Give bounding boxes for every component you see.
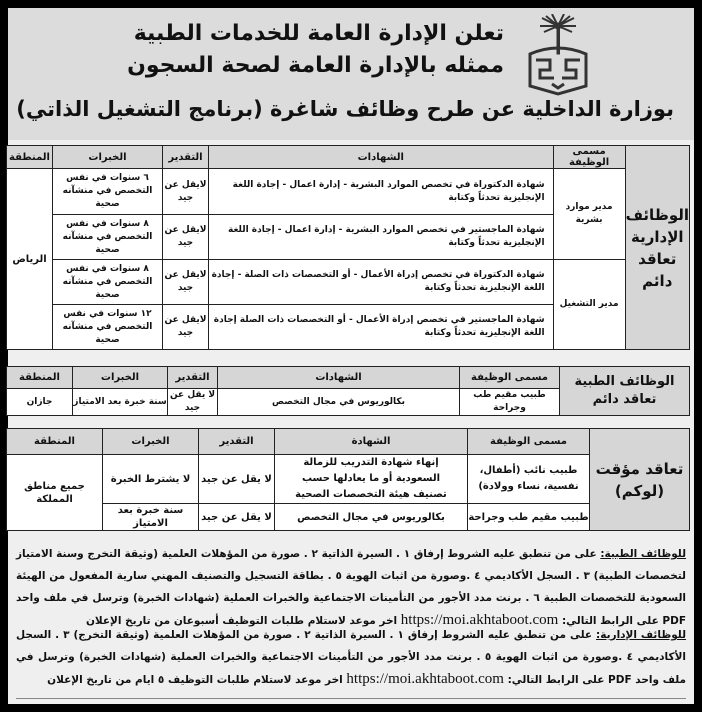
header-title-line3: بوزارة الداخلية عن طرح وظائف شاغرة (برنامج التشغيل الذاتي): [16, 97, 674, 121]
medical-notes-body: على من تنطبق عليه الشروط إرفاق ١ . السيرة الذاتية ٢ . صورة من المؤهلات العلمية (وثيقة التخرج وسنة الامتياز لتخصصات الطبية) ٣ . السجل الأكاديمي ٤ .وصورة من اثبات الهوية ٥ . بطاقة التسجيل والتصنيف المهني سارية المفعول من الهيئة السعودية للتخصصات الطبية ٦ . برنت مدد الأجور من التأمينات الاجتماعية والخبرات العملية (شهادات الخبرة) وترسل في ملف واحد PDF على الرابط التالي:: [16, 548, 686, 627]
certificate-cell: بكالوريوس في مجال التخصص: [275, 504, 468, 531]
certificate-cell: بكالوريوس في مجال التخصص: [218, 389, 460, 416]
col-job-title: مسمى الوظيفة: [468, 429, 590, 455]
admin-application-notes: [16, 624, 686, 691]
certificate-cell: إنهاء شهادة التدريب للزمالة السعودية أو ما يعادلها حسب تصنيف هيئة التخصصات الصحية: [275, 455, 468, 504]
col-certificate: الشهادة: [275, 429, 468, 455]
admin-notes-body: على من تنطبق عليه الشروط إرفاق ١ . السيرة الذاتية ٢ . صورة من المؤهلات العلمية (وثيقة التخرج) ٣ . السجل الأكاديمي ٤ .وصورة من اثبات الهوية ٥ . برنت مدد الأجور من التأمينات الاجتماعية والخبرات العملية (شهادات الخبرة) وترسل في ملف واحد PDF على الرابط التالي:: [16, 629, 686, 686]
admin-notes-deadline: اخر موعد لاستلام طلبات التوظيف ٥ ايام من تاريخ الإعلان: [47, 674, 343, 686]
col-region: المنطقة: [7, 367, 73, 389]
col-grade: التقدير: [199, 429, 275, 455]
job-title-cell: طبيب مقيم طب وجراحة: [460, 389, 560, 416]
experience-cell: ١٢ سنوات في نفس التخصص في منشآنه صحية: [53, 305, 163, 350]
certificate-cell: شهادة الدكتوراة في تخصص الموارد البشرية - إدارة اعمال - إجادة اللغة الإنجليزية تحدثاً وكتابة: [209, 169, 554, 215]
col-grade: التقدير: [168, 367, 218, 389]
experience-cell: سنة خبرة بعد الامتياز: [73, 389, 168, 416]
col-job-title: مسمى الوظيفة: [553, 146, 625, 169]
bottom-divider: [16, 698, 686, 699]
col-experience: الخبرات: [73, 367, 168, 389]
grade-cell: لايقل عن جيد: [163, 260, 209, 305]
ad-header: [8, 8, 694, 140]
experience-cell: لا يشترط الخبرة: [103, 455, 199, 504]
region-riyadh: الرياض: [7, 169, 53, 350]
grade-cell: لا يقل عن جيد: [168, 389, 218, 416]
col-grade: التقدير: [163, 146, 209, 169]
grade-cell: لا يقل عن جيد: [199, 455, 275, 504]
application-link[interactable]: https://moi.akhtaboot.com: [400, 612, 559, 628]
certificate-cell: شهادة الماجستير في تخصص الموارد البشرية - إدارة اعمال - إجادة اللغة الإنجليزية تحدثاً وكتابة: [209, 215, 554, 260]
experience-cell: ٦ سنوات في نفس التخصص في منشآنه صحية: [53, 169, 163, 215]
certificate-cell: شهادة الدكتوراة في تخصص إدراة الأعمال - أو التخصصات ذات الصلة - إجادة اللغة الإنجليزية تحدثاً وكتابة: [209, 260, 554, 305]
col-experience: الخبرات: [53, 146, 163, 169]
col-region: المنطقة: [7, 429, 103, 455]
region-all-kingdom: جميع مناطق المملكة: [7, 455, 103, 531]
grade-cell: لا يقل عن جيد: [199, 504, 275, 531]
medical-jobs-table: [6, 366, 690, 416]
job-title-cell: طبيب مقيم طب وجراحة: [468, 504, 590, 531]
ministry-emblem-icon: [526, 14, 590, 96]
experience-cell: ٨ سنوات في نفس التخصص في منشآنه صحية: [53, 260, 163, 305]
col-certificates: الشهادات: [218, 367, 460, 389]
medical-section-label: الوظائف الطبية تعاقد دائم: [560, 367, 690, 416]
grade-cell: لايقل عن جيد: [163, 215, 209, 260]
header-title-line2: ممثله بالإدارة العامة لصحة السجون: [127, 53, 504, 78]
job-title-hr-manager: مدير موارد بشرية: [553, 169, 625, 260]
job-title-operations-manager: مدير التشغيل: [553, 260, 625, 350]
medical-notes-lead: للوظائف الطبية:: [600, 548, 687, 560]
admin-section-label: الوظائف الإدارية تعاقد دائم: [625, 146, 689, 350]
temp-jobs-table: [6, 428, 690, 531]
medical-application-notes: [16, 543, 686, 632]
temp-section-label: تعاقد مؤقت (لوكم): [590, 429, 690, 531]
experience-cell: سنة خبرة بعد الامتياز: [103, 504, 199, 531]
grade-cell: لايقل عن جيد: [163, 305, 209, 350]
col-certificates: الشهادات: [209, 146, 554, 169]
certificate-cell: شهادة الماجستير في تخصص إدراة الأعمال - أو التخصصات ذات الصلة إجادة اللغة الإنجليزية تحدثاً وكتابة: [209, 305, 554, 350]
application-link[interactable]: https://moi.akhtaboot.com: [346, 671, 504, 687]
admin-notes-lead: للوظائف الإدارية:: [596, 629, 687, 641]
header-title-line1: تعلن الإدارة العامة للخدمات الطبية: [133, 21, 504, 46]
medical-notes-deadline: اخر موعد لاستلام طلبات التوظيف أسبوعان من تاريخ الإعلان: [85, 615, 398, 627]
job-advertisement: [8, 8, 694, 704]
experience-cell: ٨ سنوات في نفس التخصص في منشآنه صحية: [53, 215, 163, 260]
col-region: المنطقة: [7, 146, 53, 169]
region-cell: جازان: [7, 389, 73, 416]
job-title-cell: طبيب نائب (أطفال، نفسية، نساء وولادة): [468, 455, 590, 504]
col-job-title: مسمى الوظيفة: [460, 367, 560, 389]
col-experience: الخبرات: [103, 429, 199, 455]
grade-cell: لايقل عن جيد: [163, 169, 209, 215]
admin-jobs-table: [6, 145, 690, 350]
